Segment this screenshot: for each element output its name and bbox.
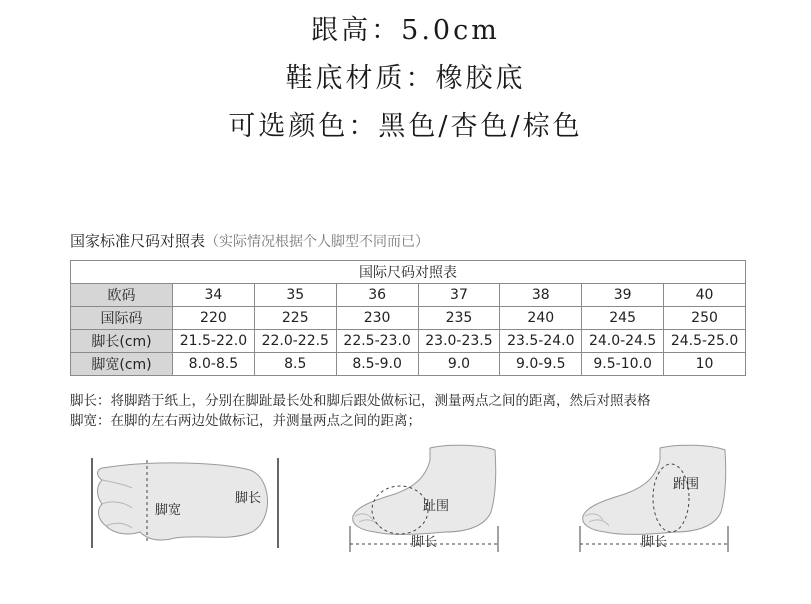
table-cell: 24.0-24.5 xyxy=(582,330,664,353)
table-row xyxy=(71,307,746,330)
table-cell: 24.5-25.0 xyxy=(664,330,746,353)
table-cell: 38 xyxy=(500,284,582,307)
table-cell: 10 xyxy=(664,353,746,376)
size-table-title-text: 国家标准尺码对照表 xyxy=(70,232,206,250)
table-cell: 34 xyxy=(173,284,255,307)
foot-length-label-2: 脚长 xyxy=(411,535,438,550)
foot-width-label: 脚宽 xyxy=(155,503,182,518)
available-colors-spec: 可选颜色：黑色/杏色/棕色 xyxy=(228,111,583,142)
table-cell: 37 xyxy=(418,284,500,307)
table-cell: 22.0-22.5 xyxy=(254,330,336,353)
table-cell: 40 xyxy=(664,284,746,307)
table-cell: 240 xyxy=(500,307,582,330)
table-row xyxy=(71,284,746,307)
measurement-notes xyxy=(70,391,651,431)
table-cell: 23.5-24.0 xyxy=(500,330,582,353)
table-cell: 23.0-23.5 xyxy=(418,330,500,353)
table-cell: 9.5-10.0 xyxy=(582,353,664,376)
foot-side-shape xyxy=(583,445,726,534)
table-cell: 9.0 xyxy=(418,353,500,376)
foot-length-label: 脚长 xyxy=(235,491,262,506)
table-header-cell: 国际尺码对照表 xyxy=(71,261,746,284)
table-cell: 8.0-8.5 xyxy=(173,353,255,376)
instep-girth-label: 跗围 xyxy=(673,477,700,492)
foot-width-note: 脚宽：在脚的左右两边处做标记，并测量两点之间的距离； xyxy=(70,413,421,429)
table-cell: 21.5-22.0 xyxy=(173,330,255,353)
foot-side-shape xyxy=(353,445,496,534)
table-cell: 225 xyxy=(254,307,336,330)
table-cell: 22.5-23.0 xyxy=(336,330,418,353)
sole-material-spec: 鞋底材质：橡胶底 xyxy=(285,63,526,94)
row-label: 脚长(cm) xyxy=(71,330,173,353)
heel-height-spec: 跟高：5.0cm xyxy=(311,15,500,46)
toe-girth-label: 趾围 xyxy=(423,499,450,514)
table-row xyxy=(71,353,746,376)
foot-side-toe-girth-illustration xyxy=(345,440,505,555)
size-table-title xyxy=(70,230,429,251)
foot-length-note: 脚长：将脚踏于纸上，分别在脚趾最长处和脚后跟处做标记，测量两点之间的距离，然后对照表格 xyxy=(70,393,651,409)
table-cell: 39 xyxy=(582,284,664,307)
foot-side-instep-girth-illustration xyxy=(575,440,735,555)
row-label: 欧码 xyxy=(71,284,173,307)
table-cell: 245 xyxy=(582,307,664,330)
row-label: 国际码 xyxy=(71,307,173,330)
row-label: 脚宽(cm) xyxy=(71,353,173,376)
table-cell: 8.5 xyxy=(254,353,336,376)
table-cell: 36 xyxy=(336,284,418,307)
foot-length-label-3: 脚长 xyxy=(641,535,668,550)
table-cell: 235 xyxy=(418,307,500,330)
size-table-note: （实际情况根据个人脚型不同而已） xyxy=(205,234,430,250)
table-cell: 9.0-9.5 xyxy=(500,353,582,376)
table-cell: 35 xyxy=(254,284,336,307)
table-cell: 250 xyxy=(664,307,746,330)
table-row xyxy=(71,330,746,353)
table-header-row xyxy=(71,261,746,284)
size-chart-table xyxy=(70,260,746,376)
foot-top-view-illustration xyxy=(80,450,295,555)
table-cell: 8.5-9.0 xyxy=(336,353,418,376)
table-cell: 230 xyxy=(336,307,418,330)
table-cell: 220 xyxy=(173,307,255,330)
